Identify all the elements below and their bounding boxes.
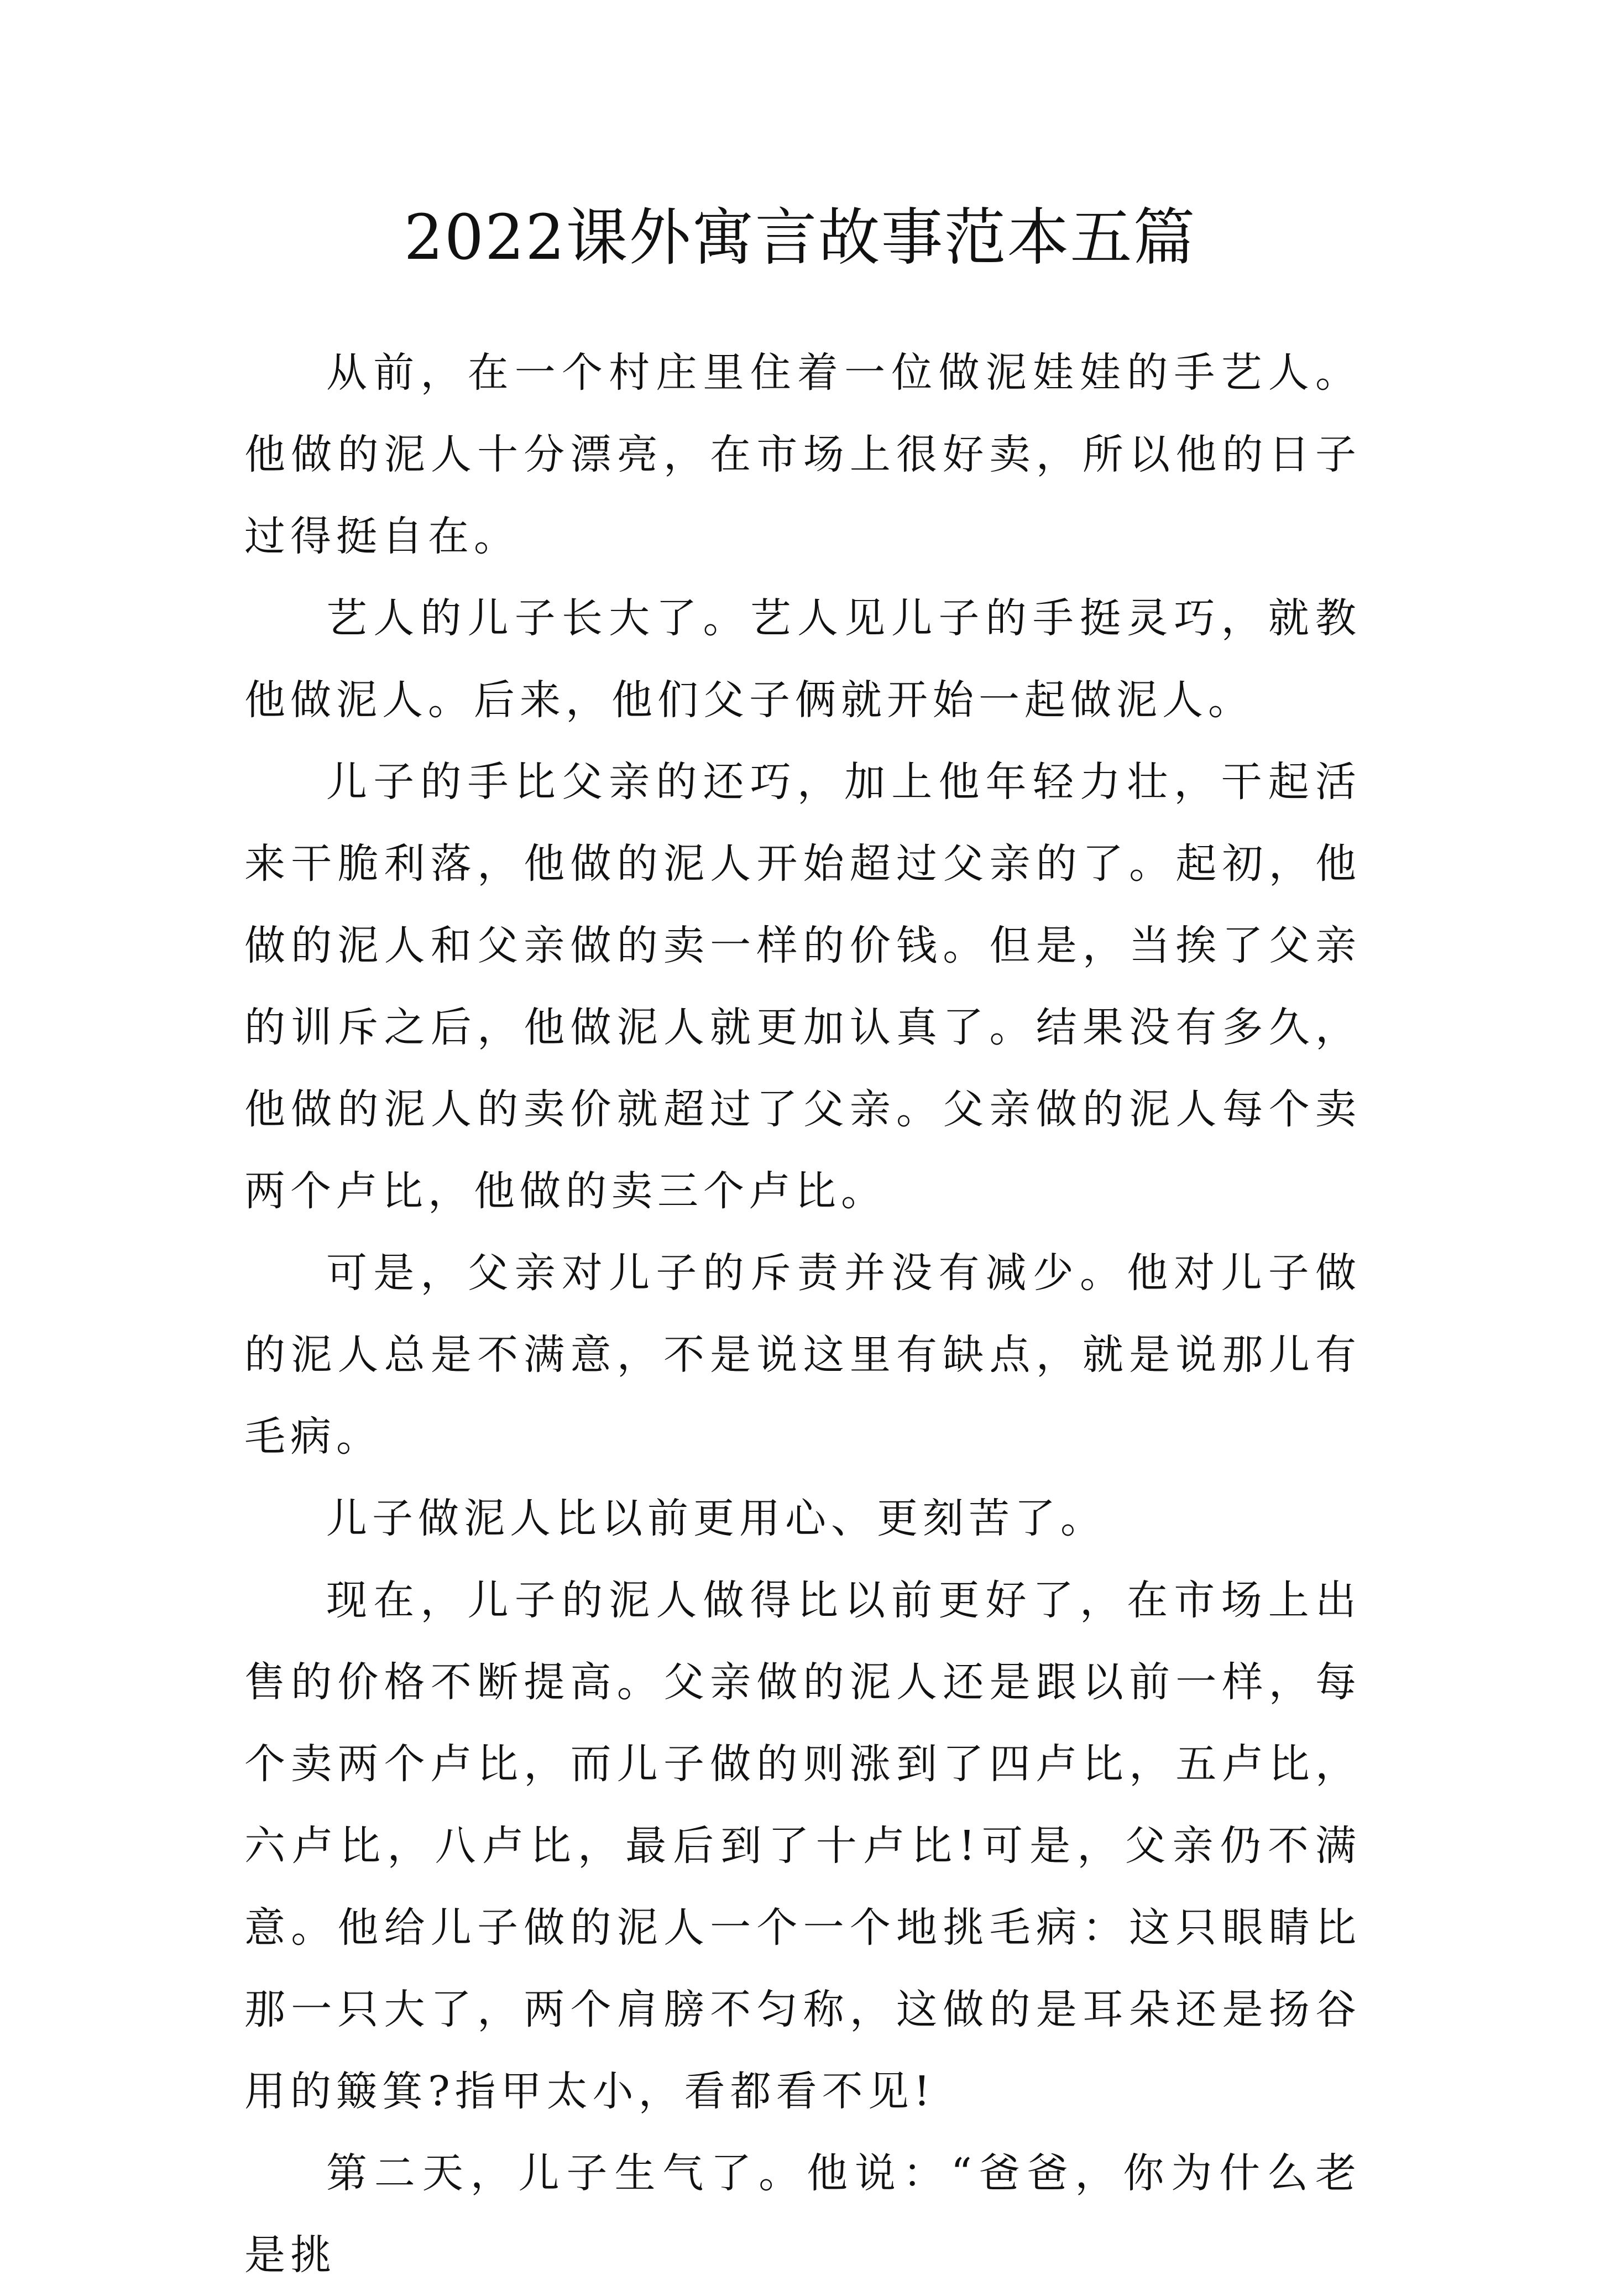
paragraph-1: 从前，在一个村庄里住着一位做泥娃娃的手艺人。他做的泥人十分漂亮，在市场上很好卖，所以他的日子过得挺自在。 [244, 349, 1361, 560]
paragraph-4: 可是，父亲对儿子的斥责并没有减少。他对儿子做的泥人总是不满意，不是说这里有缺点，就是说那儿有毛病。 [244, 1249, 1361, 1460]
paragraph-6: 现在，儿子的泥人做得比以前更好了，在市场上出售的价格不断提高。父亲做的泥人还是跟以前一样，每个卖两个卢比，而儿子做的则涨到了四卢比，五卢比，六卢比，八卢比，最后到了十卢比!可是，父亲仍不满意。他给儿子做的泥人一个一个地挑毛病：这只眼睛比那一只大了，两个肩膀不匀称，这做的是耳朵还是扬谷用的簸箕?指甲太小，看都看不见! [244, 1577, 1361, 2115]
document-body [244, 332, 1361, 2296]
paragraph-5: 儿子做泥人比以前更用心、更刻苦了。 [326, 1495, 1106, 1542]
paragraph-2: 艺人的儿子长大了。艺人见儿子的手挺灵巧，就教他做泥人。后来，他们父子俩就开始一起做泥人。 [244, 594, 1361, 724]
paragraph-3: 儿子的手比父亲的还巧，加上他年轻力壮，干起活来干脆利落，他做的泥人开始超过父亲的了。起初，他做的泥人和父亲做的卖一样的价钱。但是，当挨了父亲的训斥之后，他做泥人就更加认真了。结果没有多久，他做的泥人的卖价就超过了父亲。父亲做的泥人每个卖两个卢比，他做的卖三个卢比。 [244, 758, 1361, 1215]
paragraph-7: 第二天，儿子生气了。他说：“爸爸，你为什么老是挑 [244, 2149, 1361, 2279]
document-title: 2022课外寓言故事范本五篇 [404, 202, 1196, 274]
